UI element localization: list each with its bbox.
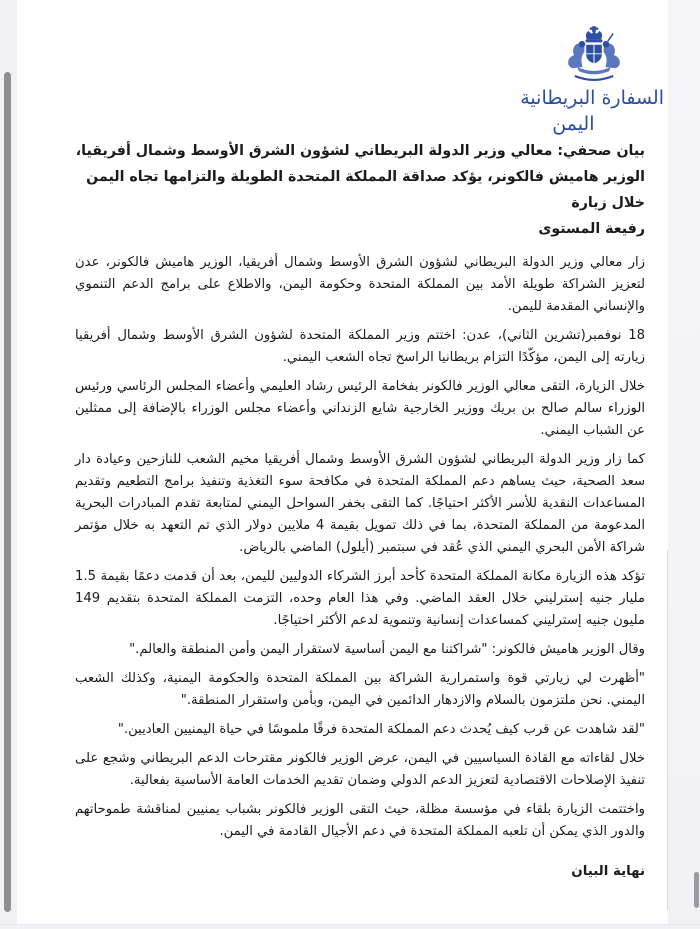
page-right-gutter [668,0,700,929]
paragraph-minister-quote-intro: وقال الوزير هاميش فالكونر: "شراكتنا مع اليمن أساسية لاستقرار اليمن وأمن المنطقة والعالم." [129,642,645,657]
paragraph-meetings: خلال الزيارة، التقى معالي الوزير فالكونر بفخامة الرئيس رشاد العليمي وأعضاء المجلس الرئاسي ورئيس الوزراء سالم صالح بن بريك ووزير الخارجية شايع الزنداني وأعضاء مجلس الوزراء بالإضافة إلى ممثلين عن الشباب اليمني. [75,379,645,438]
right-scroll-indicator [694,872,699,908]
page-edge-shadow [667,550,668,910]
embassy-name-line1: السفارة البريطانية [520,87,664,109]
paragraph-quote-impact: "لقد شاهدت عن قرب كيف يُحدث دعم المملكة المتحدة فرقًا ملموسًا في حياة اليمنيين العاديين." [117,722,645,737]
paragraph-funding-figures: تؤكد هذه الزيارة مكانة المملكة المتحدة كأحد أبرز الشركاء الدوليين لليمن، بعد أن قدمت دعمًا بقيمة 1.5 مليار جنيه إسترليني خلال العقد الماضي. وفي هذا العام وحده، التزمت المملكة المتحدة بتقديم 149 مليون جنيه إسترليني كمساعدات إنسانية وتنموية لدعم الأكثر احتياجًا. [75,569,645,628]
paragraph-visit-overview: زار معالي وزير الدولة البريطاني لشؤون الشرق الأوسط وشمال أفريقيا، الوزير هاميش فالكونر، عدن لتعزيز الشراكة طويلة الأمد بين المملكة المتحدة وحكومة اليمن، والاطلاع على برامج الدعم التنموي والإنساني المقدمة لليمن. [75,255,645,314]
paragraph-closing-meeting: واختتمت الزيارة بلقاء في مؤسسة مظلة، حيث التقى الوزير فالكونر بشباب يمنيين لمناقشة طموحاتهم والدور الذي يمكن أن تلعبه المملكة المتحدة في دعم الأجيال القادمة في اليمن. [75,802,645,839]
title-line-1: بيان صحفي: معالي وزير الدولة البريطاني لشؤون الشرق الأوسط وشمال أفريقيا، [75,143,645,159]
paragraph-quote-partnership: "أظهرت لي زيارتي قوة واستمرارية الشراكة بين المملكة المتحدة والحكومة اليمنية، وكذلك الشعب اليمني. نحن ملتزمون بالسلام والازدهار الدائمين في اليمن، وبأمن واستقرار المنطقة." [75,671,645,708]
press-release-title [75,138,645,242]
press-release-body [75,138,645,879]
left-scrollbar-track[interactable] [0,0,17,929]
embassy-letterhead [520,26,664,137]
title-line-3: رفيعة المستوى [538,221,645,237]
paragraph-dateline: 18 نوفمبر(تشرين الثاني)، عدن: اختتم وزير المملكة المتحدة لشؤون الشرق الأوسط وشمال أفريقيا زيارته إلى اليمن، مؤكّدًا التزام بريطانيا الراسخ تجاه الشعب اليمني. [75,328,645,365]
embassy-name-line2: اليمن [552,113,595,135]
paragraph-economic-reforms: خلال لقاءاته مع القادة السياسيين في اليمن، عرض الوزير فالكونر مقترحات الدعم البريطاني وشجع على تنفيذ الإصلاحات الاقتصادية لتعزيز الدعم الدولي وضمان تقديم الخدمات العامة الأساسية بفعالية. [75,751,645,788]
embassy-name [520,85,664,137]
uk-royal-coat-of-arms-icon [554,26,634,84]
paragraph-camp-and-coastguard: كما زار وزير الدولة البريطاني لشؤون الشرق الأوسط وشمال أفريقيا مخيم الشعب للنازحين وعيادة دار سعد الصحية، حيث يساهم دعم المملكة المتحدة في مكافحة سوء التغذية وتنفيذ برامج التطعيم وتقديم المساعدات النقدية للأسر الأكثر احتياجًا. كما التقى بخفر السواحل اليمني لمتابعة تقدم المبادرات البحرية المدعومة من المملكة المتحدة، بما في ذلك تمويل بقيمة 4 ملايين دولار الذي تم التعهد به خلال مؤتمر شراكة الأمن البحري اليمني الذي عُقد في سبتمبر (أيلول) الماضي بالرياض. [75,452,645,555]
title-line-2: الوزير هاميش فالكونر، يؤكد صداقة المملكة المتحدة الطويلة والتزامها تجاه اليمن خلال زيارة [86,169,645,211]
bottom-edge-strip [0,924,700,929]
press-release-page [17,0,668,929]
end-of-statement: نهاية البيان [571,864,645,879]
left-scrollbar-thumb[interactable] [4,72,11,912]
